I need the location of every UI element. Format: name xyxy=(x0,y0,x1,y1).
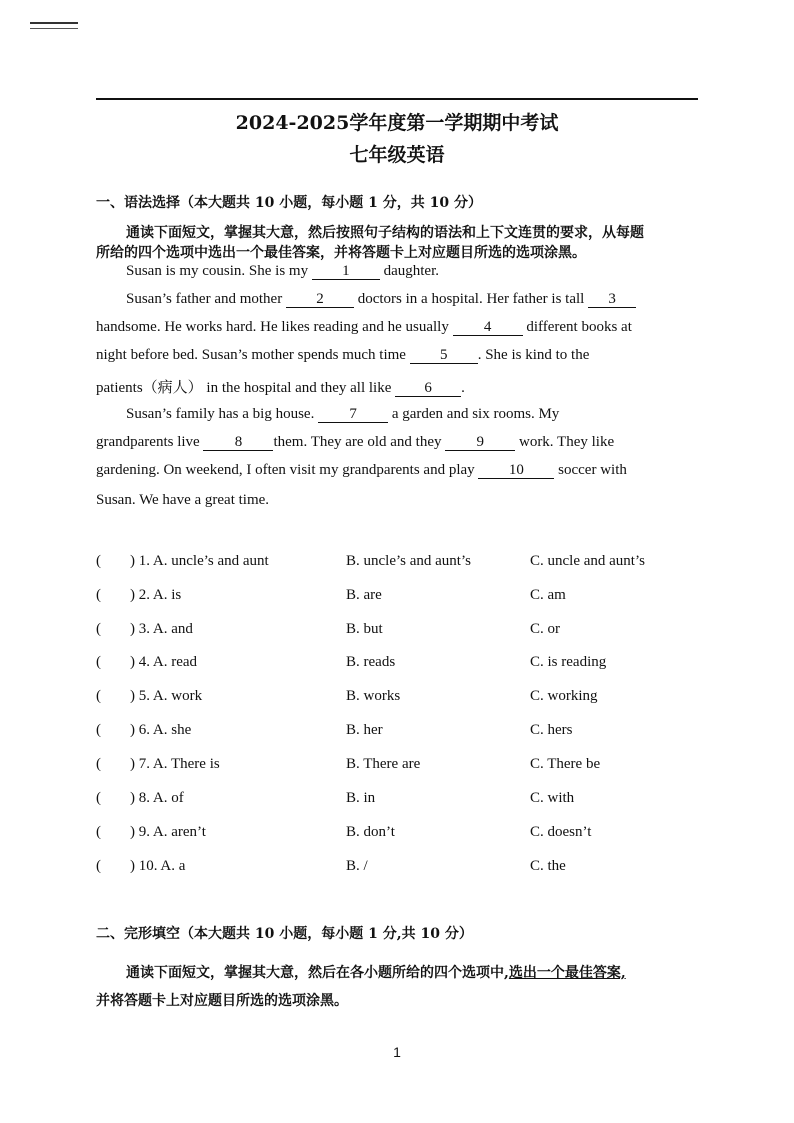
question-row xyxy=(96,790,716,810)
option-b: B. her xyxy=(346,722,383,738)
passage-text: . She is kind to the xyxy=(477,347,590,363)
passage-line-6 xyxy=(126,406,559,423)
answer-paren[interactable]: ( xyxy=(96,587,101,603)
instruction-text: 通读下面短文，掌握其大意，然后在各小题所给的四个选项中, xyxy=(126,965,509,981)
option-b: B. but xyxy=(346,621,383,637)
question-row xyxy=(96,654,716,674)
question-row xyxy=(96,688,716,708)
passage-line-1 xyxy=(126,263,439,280)
option-a: ) 9. A. aren’t xyxy=(130,824,206,840)
blank-3: 3 xyxy=(588,291,636,308)
option-b: B. works xyxy=(346,688,401,704)
answer-paren[interactable]: ( xyxy=(96,722,101,738)
option-a: ) 1. A. uncle’s and aunt xyxy=(130,553,269,569)
option-a: ) 2. A. is xyxy=(130,587,182,603)
instruction-underlined: 选出一个最佳答案, xyxy=(508,965,626,981)
section2-instruction-line2: 并将答题卡上对应题目所选的选项涂黑。 xyxy=(96,993,348,1009)
blank-6: 6 xyxy=(395,380,461,397)
passage-line-3 xyxy=(96,319,632,336)
exam-title: 2024-2025学年度第一学期期中考试 xyxy=(235,112,559,134)
section2-heading: 二、完形填空（本大题共 10 小题，每小题 1 分,共 10 分） xyxy=(96,926,473,942)
passage-text: handsome. He works hard. He likes reading and he usually xyxy=(96,319,453,335)
option-b: B. don’t xyxy=(346,824,395,840)
option-b: B. are xyxy=(346,587,382,603)
question-row xyxy=(96,553,716,573)
question-row xyxy=(96,824,716,844)
option-b: B. There are xyxy=(346,756,421,772)
header-rule xyxy=(96,98,698,100)
question-row xyxy=(96,722,716,742)
blank-8: 8 xyxy=(203,434,273,451)
passage-text: daughter. xyxy=(379,263,440,279)
passage-text: patients（病人） in the hospital and they all like xyxy=(96,380,396,396)
passage-line-2 xyxy=(126,291,636,308)
passage-line-9: Susan. We have a great time. xyxy=(96,492,270,508)
passage-line-7 xyxy=(96,434,614,451)
blank-1: 1 xyxy=(312,263,380,280)
question-row xyxy=(96,621,716,641)
section2-instruction-line1 xyxy=(126,962,626,982)
option-a: ) 6. A. she xyxy=(130,722,192,738)
blank-2: 2 xyxy=(286,291,354,308)
exam-subtitle: 七年级英语 xyxy=(349,144,445,166)
section1-instruction-line2: 所给的四个选项中选出一个最佳答案，并将答题卡上对应题目所选的选项涂黑。 xyxy=(96,245,586,261)
option-c: C. hers xyxy=(530,722,573,738)
passage-text: doctors in a hospital. Her father is tall xyxy=(353,291,589,307)
passage-text: Susan’s family has a big house. xyxy=(126,406,319,422)
option-a: ) 4. A. read xyxy=(130,654,198,670)
blank-5: 5 xyxy=(410,347,478,364)
passage-text: . xyxy=(461,380,465,396)
corner-mark xyxy=(30,22,78,29)
passage-text: grandparents live xyxy=(96,434,204,450)
answer-paren[interactable]: ( xyxy=(96,621,101,637)
passage-text: soccer with xyxy=(554,462,627,478)
answer-paren[interactable]: ( xyxy=(96,824,101,840)
option-a: ) 7. A. There is xyxy=(130,756,220,772)
option-b: B. / xyxy=(346,858,368,874)
option-b: B. in xyxy=(346,790,376,806)
option-c: C. doesn’t xyxy=(530,824,592,840)
option-c: C. working xyxy=(530,688,598,704)
answer-paren[interactable]: ( xyxy=(96,790,101,806)
question-row xyxy=(96,587,716,607)
passage-text: night before bed. Susan’s mother spends much time xyxy=(96,347,410,363)
blank-10: 10 xyxy=(478,462,554,479)
answer-paren[interactable]: ( xyxy=(96,688,101,704)
passage-text: Susan is my cousin. She is my xyxy=(126,263,312,279)
question-row xyxy=(96,756,716,776)
question-row xyxy=(96,858,716,878)
option-c: C. uncle and aunt’s xyxy=(530,553,645,569)
passage-text: different books at xyxy=(522,319,632,335)
blank-4: 4 xyxy=(453,319,523,336)
option-b: B. reads xyxy=(346,654,396,670)
section1-instruction-line1: 通读下面短文，掌握其大意，然后按照句子结构的语法和上下文连贯的要求，从每题 xyxy=(126,225,644,241)
option-a: ) 5. A. work xyxy=(130,688,203,704)
answer-paren[interactable]: ( xyxy=(96,654,101,670)
section1-heading: 一、语法选择（本大题共 10 小题，每小题 1 分，共 10 分） xyxy=(96,195,482,211)
page-number: 1 xyxy=(393,1044,401,1060)
passage-line-8 xyxy=(96,462,627,479)
passage-line-5 xyxy=(96,376,465,397)
passage-line-4 xyxy=(96,347,589,364)
option-c: C. the xyxy=(530,858,566,874)
option-c: C. There be xyxy=(530,756,601,772)
option-a: ) 8. A. of xyxy=(130,790,184,806)
passage-text: work. They like xyxy=(515,434,615,450)
passage-text: a garden and six rooms. My xyxy=(388,406,560,422)
option-a: ) 3. A. and xyxy=(130,621,193,637)
blank-7: 7 xyxy=(318,406,388,423)
option-c: C. or xyxy=(530,621,560,637)
passage-text: gardening. On weekend, I often visit my grandparents and play xyxy=(96,462,479,478)
passage-text: Susan’s father and mother xyxy=(126,291,286,307)
option-c: C. is reading xyxy=(530,654,607,670)
option-c: C. am xyxy=(530,587,566,603)
option-c: C. with xyxy=(530,790,575,806)
passage-text: them. They are old and they xyxy=(273,434,446,450)
answer-paren[interactable]: ( xyxy=(96,553,101,569)
answer-paren[interactable]: ( xyxy=(96,756,101,772)
blank-9: 9 xyxy=(445,434,515,451)
answer-paren[interactable]: ( xyxy=(96,858,101,874)
option-b: B. uncle’s and aunt’s xyxy=(346,553,471,569)
option-a: ) 10. A. a xyxy=(130,858,186,874)
